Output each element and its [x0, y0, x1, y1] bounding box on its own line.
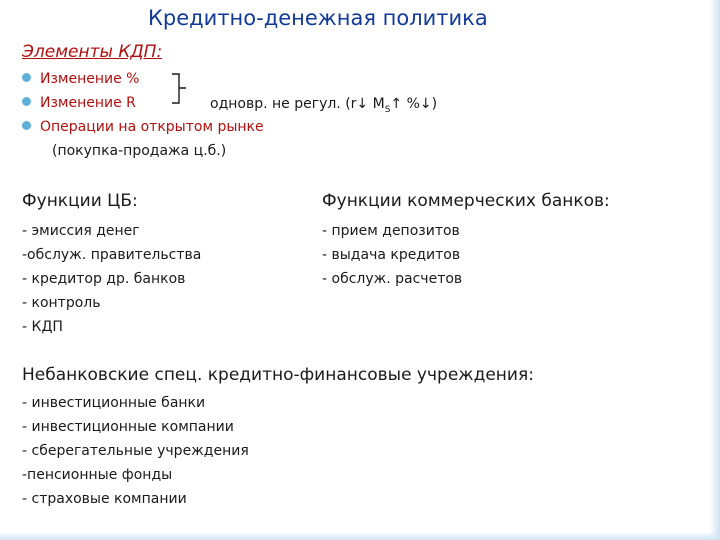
bullet-dot-icon — [22, 121, 31, 130]
kdp-note-prefix: одновр. не регул. (r↓ M — [210, 96, 385, 112]
nonbank-institutions-heading: Небанковские спец. кредитно-финансовые учреждения: — [22, 365, 534, 385]
list-item: - обслуж. расчетов — [322, 271, 463, 287]
list-item: - инвестиционные компании — [22, 419, 234, 435]
list-item: - выдача кредитов — [322, 247, 461, 263]
kdp-bullet-label: Изменение % — [40, 71, 140, 87]
slide-title: Кредитно-денежная политика — [148, 6, 488, 30]
brace-connector-icon — [170, 72, 194, 106]
cb-functions-heading: Функции ЦБ: — [22, 191, 138, 211]
kdp-bullet-item — [22, 119, 264, 135]
kdp-note-subscript: S — [384, 104, 391, 115]
commercial-banks-heading: Функции коммерческих банков: — [322, 191, 610, 211]
list-item: - контроль — [22, 295, 101, 311]
list-item: - кредитор др. банков — [22, 271, 186, 287]
kdp-bullet-subtext: (покупка-продажа ц.б.) — [52, 143, 227, 159]
list-item: - прием депозитов — [322, 223, 460, 239]
list-item: - инвестиционные банки — [22, 395, 206, 411]
kdp-bullet-item — [22, 95, 136, 111]
nonbank-institutions-list — [22, 391, 249, 511]
slide-edge-bottom — [0, 532, 720, 540]
kdp-elements-heading: Элементы КДП: — [22, 42, 163, 62]
commercial-banks-list — [322, 219, 462, 291]
slide-edge-right — [710, 0, 720, 540]
kdp-note — [210, 96, 437, 115]
list-item: -обслуж. правительства — [22, 247, 202, 263]
list-item: - сберегательные учреждения — [22, 443, 249, 459]
kdp-note-suffix: ↑ %↓) — [390, 96, 438, 112]
cb-functions-list — [22, 219, 201, 339]
kdp-bullet-item — [22, 71, 139, 87]
bullet-dot-icon — [22, 73, 31, 82]
list-item: -пенсионные фонды — [22, 467, 173, 483]
kdp-bullet-label: Операции на открытом рынке — [40, 119, 264, 135]
list-item: - страховые компании — [22, 491, 187, 507]
list-item: - КДП — [22, 319, 63, 335]
kdp-bullet-label: Изменение R — [40, 95, 136, 111]
list-item: - эмиссия денег — [22, 223, 140, 239]
bullet-dot-icon — [22, 97, 31, 106]
